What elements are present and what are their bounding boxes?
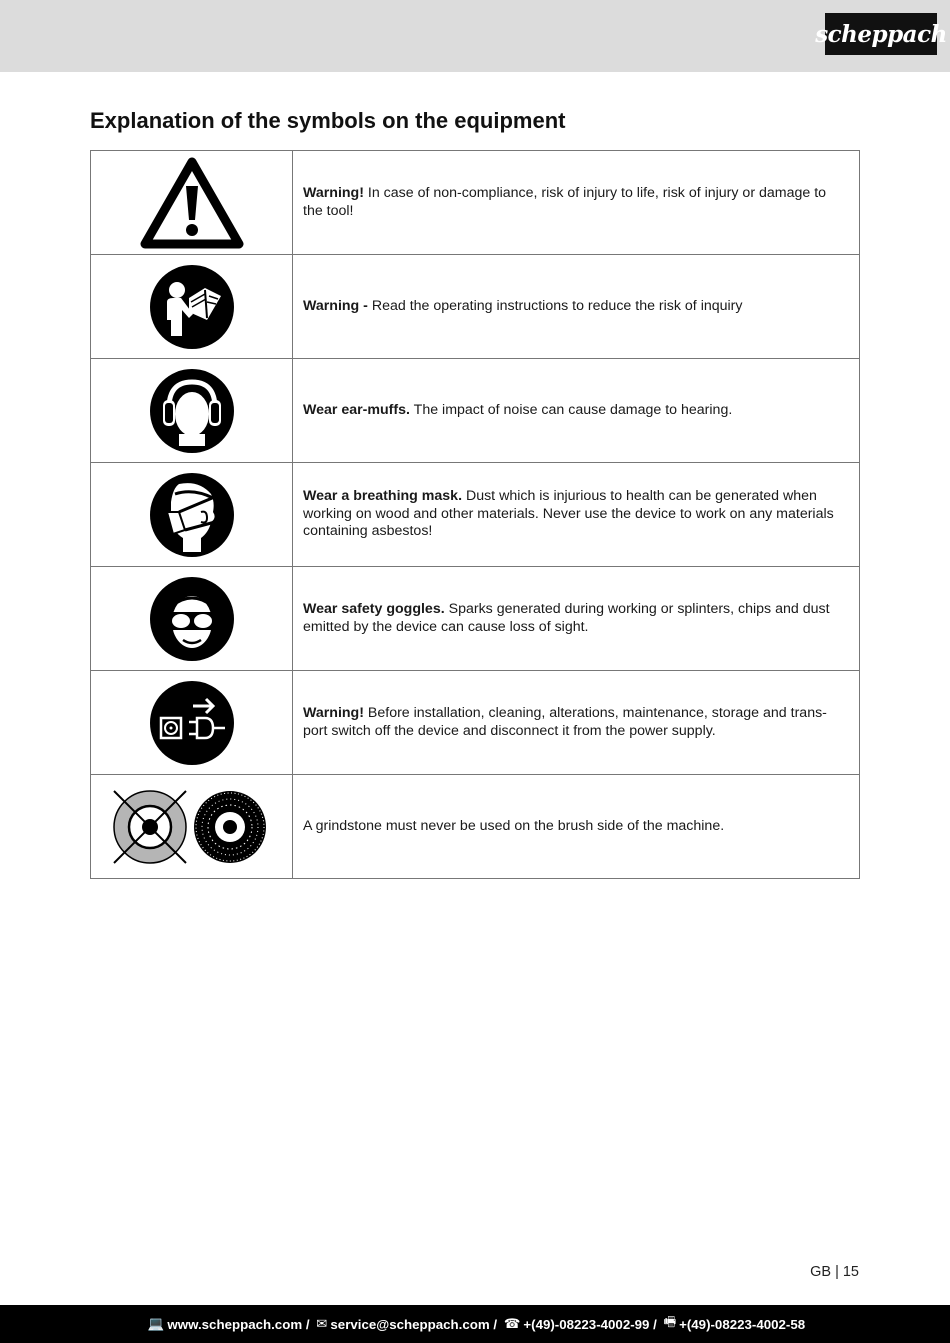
grindstone-crossed-icon (114, 791, 186, 863)
symbol-description (293, 775, 860, 879)
description-text: Dust which is injurious to health can be generated when working on wood and other materials. Never use the device to work on any materials containing asbestos! (303, 488, 834, 540)
icon-cell (91, 255, 293, 359)
footer-separator: / (649, 1316, 661, 1332)
description-bold: Wear a breathing mask. (303, 488, 463, 505)
description-bold: Warning - (303, 297, 368, 314)
symbol-description (293, 567, 860, 671)
symbol-description (293, 255, 860, 359)
symbol-description (293, 151, 860, 255)
table-row (91, 567, 860, 671)
warning-triangle-icon (140, 156, 244, 250)
fax-icon: 🖷 (663, 1314, 677, 1329)
mail-icon: ✉ (316, 1316, 328, 1331)
phone-icon: ☎ (503, 1316, 521, 1331)
icon-cell (91, 567, 293, 671)
brand-logo-text: scheppach (815, 20, 947, 48)
table-row (91, 151, 860, 255)
read-manual-icon (149, 264, 235, 350)
safety-goggles-icon (149, 576, 235, 662)
symbol-description (293, 671, 860, 775)
table-row (91, 463, 860, 567)
icon-cell (91, 463, 293, 567)
symbols-table (90, 150, 860, 879)
ear-muffs-icon (149, 368, 235, 454)
brand-logo (815, 13, 947, 55)
description-bold: Wear ear-muffs. (303, 401, 410, 418)
table-row (91, 359, 860, 463)
footer-bar (0, 1305, 950, 1343)
fax-number: +(49)-08223-4002-58 (679, 1316, 806, 1332)
description-text: Sparks generated during working or splinters, chips and dust emitted by the device can cause loss of sight. (303, 601, 830, 635)
footer-separator: / (489, 1316, 501, 1332)
table-row (91, 671, 860, 775)
page-number: GB | 15 (810, 1264, 859, 1280)
email-link[interactable]: service@scheppach.com (330, 1316, 490, 1332)
phone-number: +(49)-08223-4002-99 (523, 1316, 650, 1332)
table-row (91, 775, 860, 879)
description-text: A grindstone must never be used on the brush side of the machine. (303, 817, 725, 834)
unplug-icon (149, 680, 235, 766)
description-text: Before installation, cleaning, alterations, maintenance, storage and trans-port switch off the device and disconnect it from the power supply. (303, 705, 827, 739)
description-bold: Warning! (303, 705, 364, 721)
description-text: The impact of noise can cause damage to hearing. (409, 401, 733, 418)
page-title: Explanation of the symbols on the equipment (90, 108, 566, 133)
symbol-description (293, 463, 860, 567)
description-text: In case of non-compliance, risk of injury to life, risk of injury or damage to the tool! (303, 185, 827, 219)
icon-cell (91, 775, 293, 879)
icon-cell (91, 359, 293, 463)
footer-separator: / (302, 1316, 314, 1332)
description-bold: Warning! (303, 185, 364, 201)
wire-brush-icon (194, 791, 266, 863)
header-band (0, 0, 950, 72)
symbol-description (293, 359, 860, 463)
computer-icon: 💻 (147, 1316, 165, 1331)
description-text: Read the operating instructions to reduce the risk of inquiry (367, 297, 743, 314)
no-grindstone-on-brush-icon (112, 787, 272, 867)
table-row (91, 255, 860, 359)
website-link[interactable]: www.scheppach.com (167, 1316, 303, 1332)
description-bold: Wear safety goggles. (303, 601, 445, 617)
icon-cell (91, 671, 293, 775)
breathing-mask-icon (149, 472, 235, 558)
icon-cell (91, 151, 293, 255)
